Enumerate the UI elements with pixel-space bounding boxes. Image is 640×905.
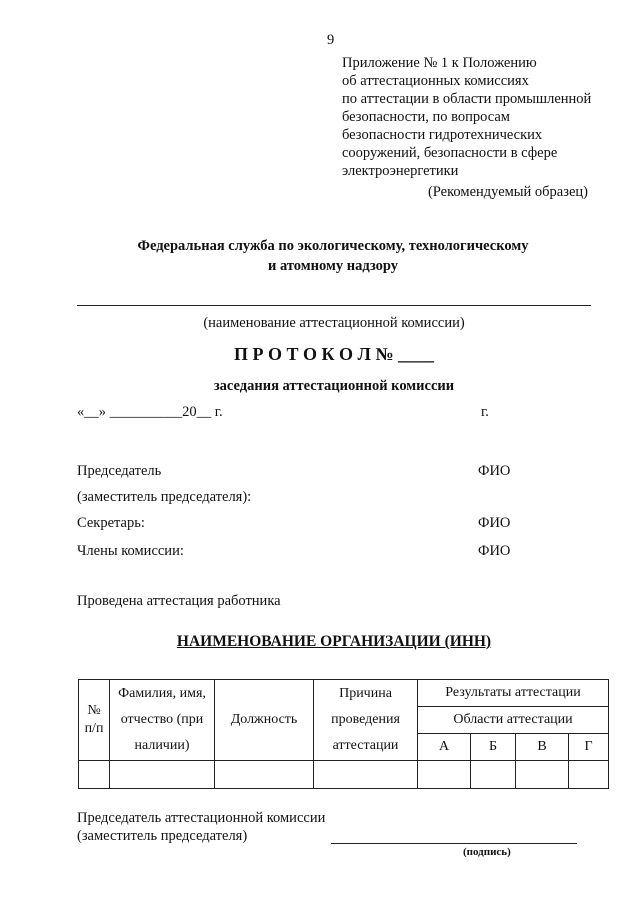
appendix-block [342,54,591,180]
appendix-line: безопасности гидротехнических [342,127,543,143]
protocol-subtitle: заседания аттестационной комиссии [213,378,455,394]
commission-name-line [77,305,591,306]
header-full-name: Фамилия, имя, отчество (при наличии) [110,680,215,761]
table-cell [569,761,609,789]
header-area-g: Г [569,734,609,761]
signature-caption: (подпись) [463,846,511,858]
table-cell [418,761,471,789]
table-row [79,761,609,789]
header-number: № п/п [79,680,110,761]
page-number: 9 [327,32,335,48]
signature-line2: (заместитель председателя) [77,828,248,844]
agency-line: и атомному надзору [268,258,398,274]
agency-line: Федеральная служба по экологическому, технологическому [137,238,529,254]
commission-caption: (наименование аттестационной комиссии) [203,315,465,331]
table-cell [314,761,418,789]
table-cell [79,761,110,789]
header-area-b: Б [471,734,516,761]
header-area-a: А [418,734,471,761]
signature-line1: Председатель аттестационной комиссии [77,810,326,826]
appendix-line: электроэнергетики [342,163,459,179]
protocol-date: «__» __________20__ г. [77,404,223,420]
header-results: Результаты аттестации [418,680,609,707]
organization-heading: НАИМЕНОВАНИЕ ОРГАНИЗАЦИИ (ИНН) [176,633,492,650]
deputy-label: (заместитель председателя): [77,489,252,505]
chairman-value: ФИО [478,463,511,479]
secretary-value: ФИО [478,515,511,531]
chairman-label: Председатель [77,463,162,479]
header-reason: Причина проведения аттестации [314,680,418,761]
appendix-line: безопасности, по вопросам [342,109,510,125]
table-cell [471,761,516,789]
agency-title [0,236,640,276]
protocol-city: г. [481,404,489,420]
signature-rule [331,843,577,844]
members-value: ФИО [478,543,511,559]
table-cell [110,761,215,789]
protocol-title: П Р О Т О К О Л № ____ [233,344,435,364]
secretary-label: Секретарь: [77,515,145,531]
sample-note: (Рекомендуемый образец) [427,184,588,200]
certification-text: Проведена аттестация работника [77,593,281,609]
header-areas: Области аттестации [418,707,609,734]
table-cell [215,761,314,789]
header-area-v: В [516,734,569,761]
appendix-line: Приложение № 1 к Положению [342,55,537,71]
members-label: Члены комиссии: [77,543,184,559]
header-position: Должность [215,680,314,761]
appendix-line: сооружений, безопасности в сфере [342,145,558,161]
appendix-line: по аттестации в области промышленной [342,91,592,107]
attestation-table [78,679,609,789]
appendix-line: об аттестационных комиссиях [342,73,529,89]
table-cell [516,761,569,789]
